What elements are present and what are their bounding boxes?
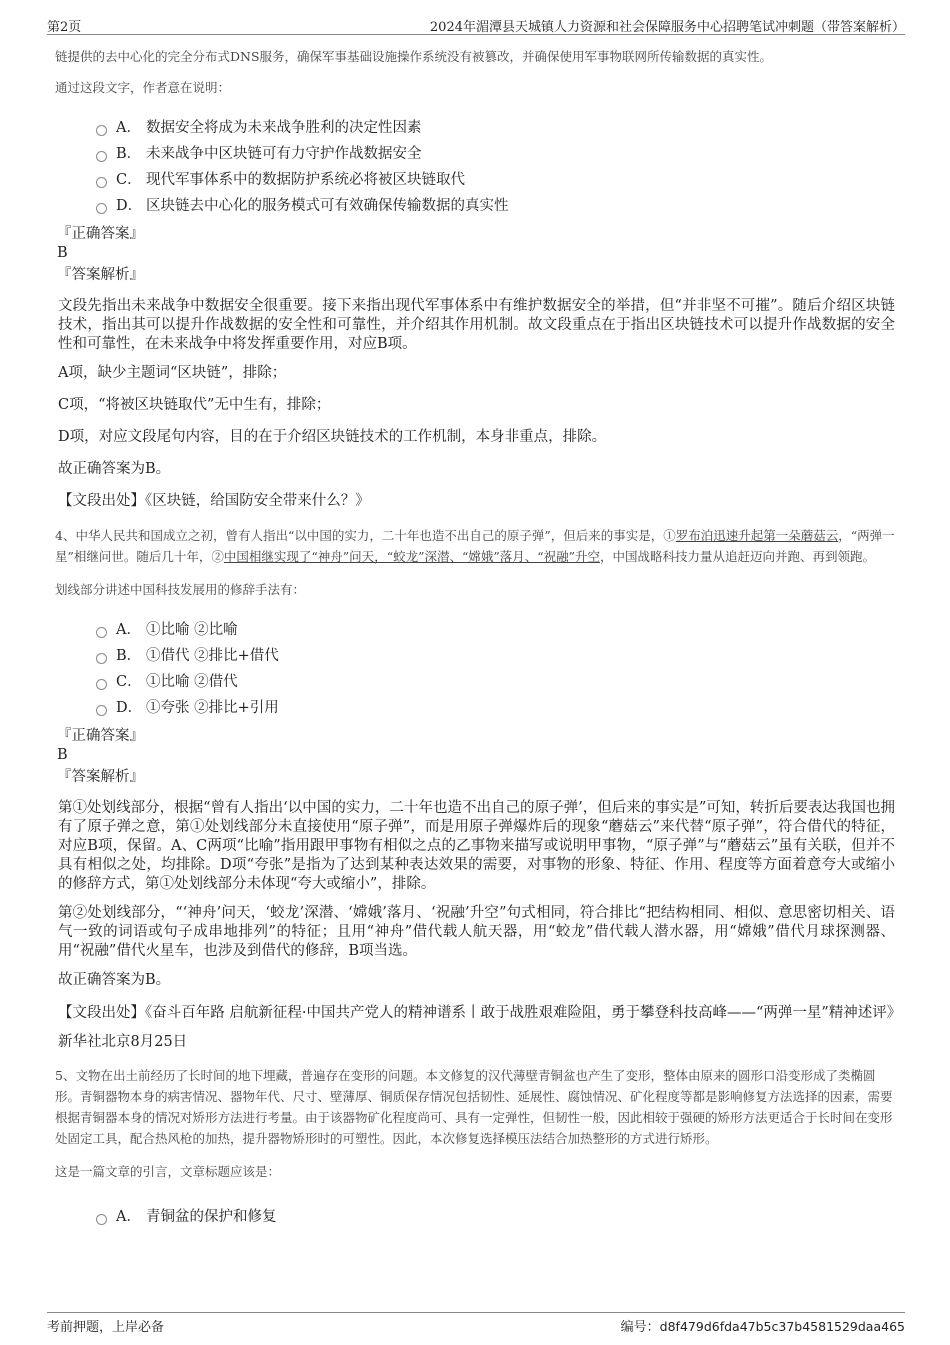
q3-answer-label: 『正确答案』: [57, 226, 144, 242]
q4-options: [55, 617, 895, 721]
q3-options: [55, 115, 895, 219]
q3-option-c[interactable]: C． 现代军事体系中的数据防护系统必将被区块链取代: [96, 167, 895, 193]
document-code: 编号：d8f479d6fda47b5c37b4581529daa465: [620, 1319, 905, 1335]
q3-source: 【文段出处】《区块链，给国防安全带来什么？》: [58, 493, 370, 509]
radio-icon[interactable]: [96, 1214, 107, 1225]
q5-stem: 5、文物在出土前经历了长时间的地下埋藏，普遍存在变形的问题。本文修复的汉代薄壁青铜盆也产生了变形，整体由原来的圆形口沿变形成了类椭圆形。青铜器物本身的病害情况、器物年代、尺寸、壁薄厚、铜质保存情况包括韧性、延展性、腐蚀情况、矿化程度等都是影响修复方法选择的因素，需要根据青铜器本身的情况对矫形方法进行考量。由于该器物矿化程度尚可、具有一定弹性，但韧性一般，因此相较于强硬的矫形方法更适合于长时间在变形处固定工具，配合热风枪的加热，提升器物矫形时的可塑性。因此，本次修复选择模压法结合加热整形的方式进行矫形。: [55, 1068, 893, 1146]
radio-icon[interactable]: [96, 705, 107, 716]
q4-analysis-paragraph: 第②处划线部分，“‘神舟’问天，‘蛟龙’深潜、‘嫦娥’落月、‘祝融’升空”句式相同，符合排比“把结构相同、相似、意思密切相关、语气一致的词语或句子成串地排列”的特征；且用“神舟”借代载人航天器，用“蛟龙”借代载人潜水器，用“嫦娥”借代月球探测器、用“祝融”借代火星车，也涉及到借代的修辞，B项当选。: [58, 905, 895, 959]
q4-underlined-2: 中国相继实现了“神舟”问天，“蛟龙”深潜、“嫦娥”落月、“祝融”升空: [223, 549, 601, 564]
q3-stem: 链提供的去中心化的完全分布式DNS服务，确保军事基础设施操作系统没有被篡改，并确保使用军事物联网所传输数据的真实性。: [55, 49, 773, 64]
radio-icon[interactable]: [96, 151, 107, 162]
radio-icon[interactable]: [96, 627, 107, 638]
q4-source: 【文段出处】《奋斗百年路 启航新征程·中国共产党人的精神谱系丨敢于战胜艰难险阻，勇于攀登科技高峰——“两弹一星”精神述评》: [58, 1005, 902, 1021]
q4-answer-label: 『正确答案』: [57, 728, 144, 744]
footer-slogan: 考前押题，上岸必备: [47, 1320, 165, 1335]
page-header: [47, 14, 905, 35]
q3-conclusion: 故正确答案为B。: [58, 461, 171, 477]
q4-option-a[interactable]: A． ①比喻 ②比喻: [96, 617, 895, 643]
q3-option-b[interactable]: B． 未来战争中区块链可有力守护作战数据安全: [96, 141, 895, 167]
q4-source-dateline: 新华社北京8月25日: [58, 1034, 188, 1050]
q5-prompt: 这是一篇文章的引言，文章标题应该是：: [55, 1164, 281, 1179]
radio-icon[interactable]: [96, 177, 107, 188]
q4-prompt: 划线部分讲述中国科技发展用的修辞手法有：: [55, 582, 306, 597]
q4-answer: B: [57, 747, 68, 763]
q3-answer: B: [57, 245, 68, 261]
document-title: 2024年湄潭县天城镇人力资源和社会保障服务中心招聘笔试冲刺题（带答案解析）: [429, 20, 905, 35]
q4-conclusion: 故正确答案为B。: [58, 972, 171, 988]
q4-underlined-1: 罗布泊迅速升起第一朵蘑菇云: [675, 528, 839, 543]
q5-option-a[interactable]: A． 青铜盆的保护和修复: [96, 1204, 895, 1230]
radio-icon[interactable]: [96, 653, 107, 664]
radio-icon[interactable]: [96, 679, 107, 690]
q3-option-a[interactable]: A． 数据安全将成为未来战争胜利的决定性因素: [96, 115, 895, 141]
q3-option-d[interactable]: D． 区块链去中心化的服务模式可有效确保传输数据的真实性: [96, 193, 895, 219]
q3-analysis-paragraph: C项，“将被区块链取代”无中生有，排除；: [58, 397, 331, 413]
q3-analysis-paragraph: D项，对应文段尾句内容，目的在于介绍区块链技术的工作机制，本身非重点，排除。: [58, 429, 607, 445]
q4-stem: 4、中华人民共和国成立之初，曾有人指出“以中国的实力，二十年也造不出自己的原子弹”，但后来的事实是，①罗布泊迅速升起第一朵蘑菇云，“两弹一星”相继问世。随后几十年，②中国相继实现了“神舟”问天，“蛟龙”深潜、“嫦娥”落月、“祝融”升空，中国战略科技力量从追赶迈向并跑、再到领跑。: [55, 528, 895, 564]
radio-icon[interactable]: [96, 125, 107, 136]
q4-option-b[interactable]: B． ①借代 ②排比+借代: [96, 643, 895, 669]
q4-option-c[interactable]: C． ①比喻 ②借代: [96, 669, 895, 695]
q4-analysis-label: 『答案解析』: [57, 769, 144, 785]
q3-analysis-paragraph: A项，缺少主题词“区块链”，排除；: [58, 365, 287, 381]
q4-option-d[interactable]: D． ①夸张 ②排比+引用: [96, 695, 895, 721]
q3-analysis-paragraph: 文段先指出未来战争中数据安全很重要。接下来指出现代军事体系中有维护数据安全的举措，但“并非坚不可摧”。随后介绍区块链技术，指出其可以提升作战数据的安全性和可靠性，并介绍其作用机制。故文段重点在于指出区块链技术可以提升作战数据的安全性和可靠性，在未来战争中将发挥重要作用，对应B项。: [58, 298, 895, 352]
radio-icon[interactable]: [96, 203, 107, 214]
page-footer: [47, 1312, 905, 1335]
q3-prompt: 通过这段文字，作者意在说明：: [55, 80, 231, 95]
q5-options: [55, 1204, 895, 1230]
q4-analysis-paragraph: 第①处划线部分，根据“曾有人指出‘以中国的实力，二十年也造不出自己的原子弹’，但后来的事实是”可知，转折后要表达我国也拥有了原子弹之意，第①处划线部分未直接使用“原子弹”，而是用原子弹爆炸后的现象“蘑菇云”来代替“原子弹”，符合借代的特征，对应B项，保留。A、C两项“比喻”指用跟甲事物有相似之点的乙事物来描写或说明甲事物，“原子弹”与“蘑菇云”虽有关联，但并不具有相似之处，均排除。D项“夸张”是指为了达到某种表达效果的需要，对事物的形象、特征、作用、程度等方面着意夸大或缩小的修辞方式，第①处划线部分未体现“夸大或缩小”，排除。: [58, 800, 895, 892]
q3-analysis-label: 『答案解析』: [57, 267, 144, 283]
document-body: [55, 46, 902, 1230]
page-number: 第2页: [47, 20, 82, 35]
